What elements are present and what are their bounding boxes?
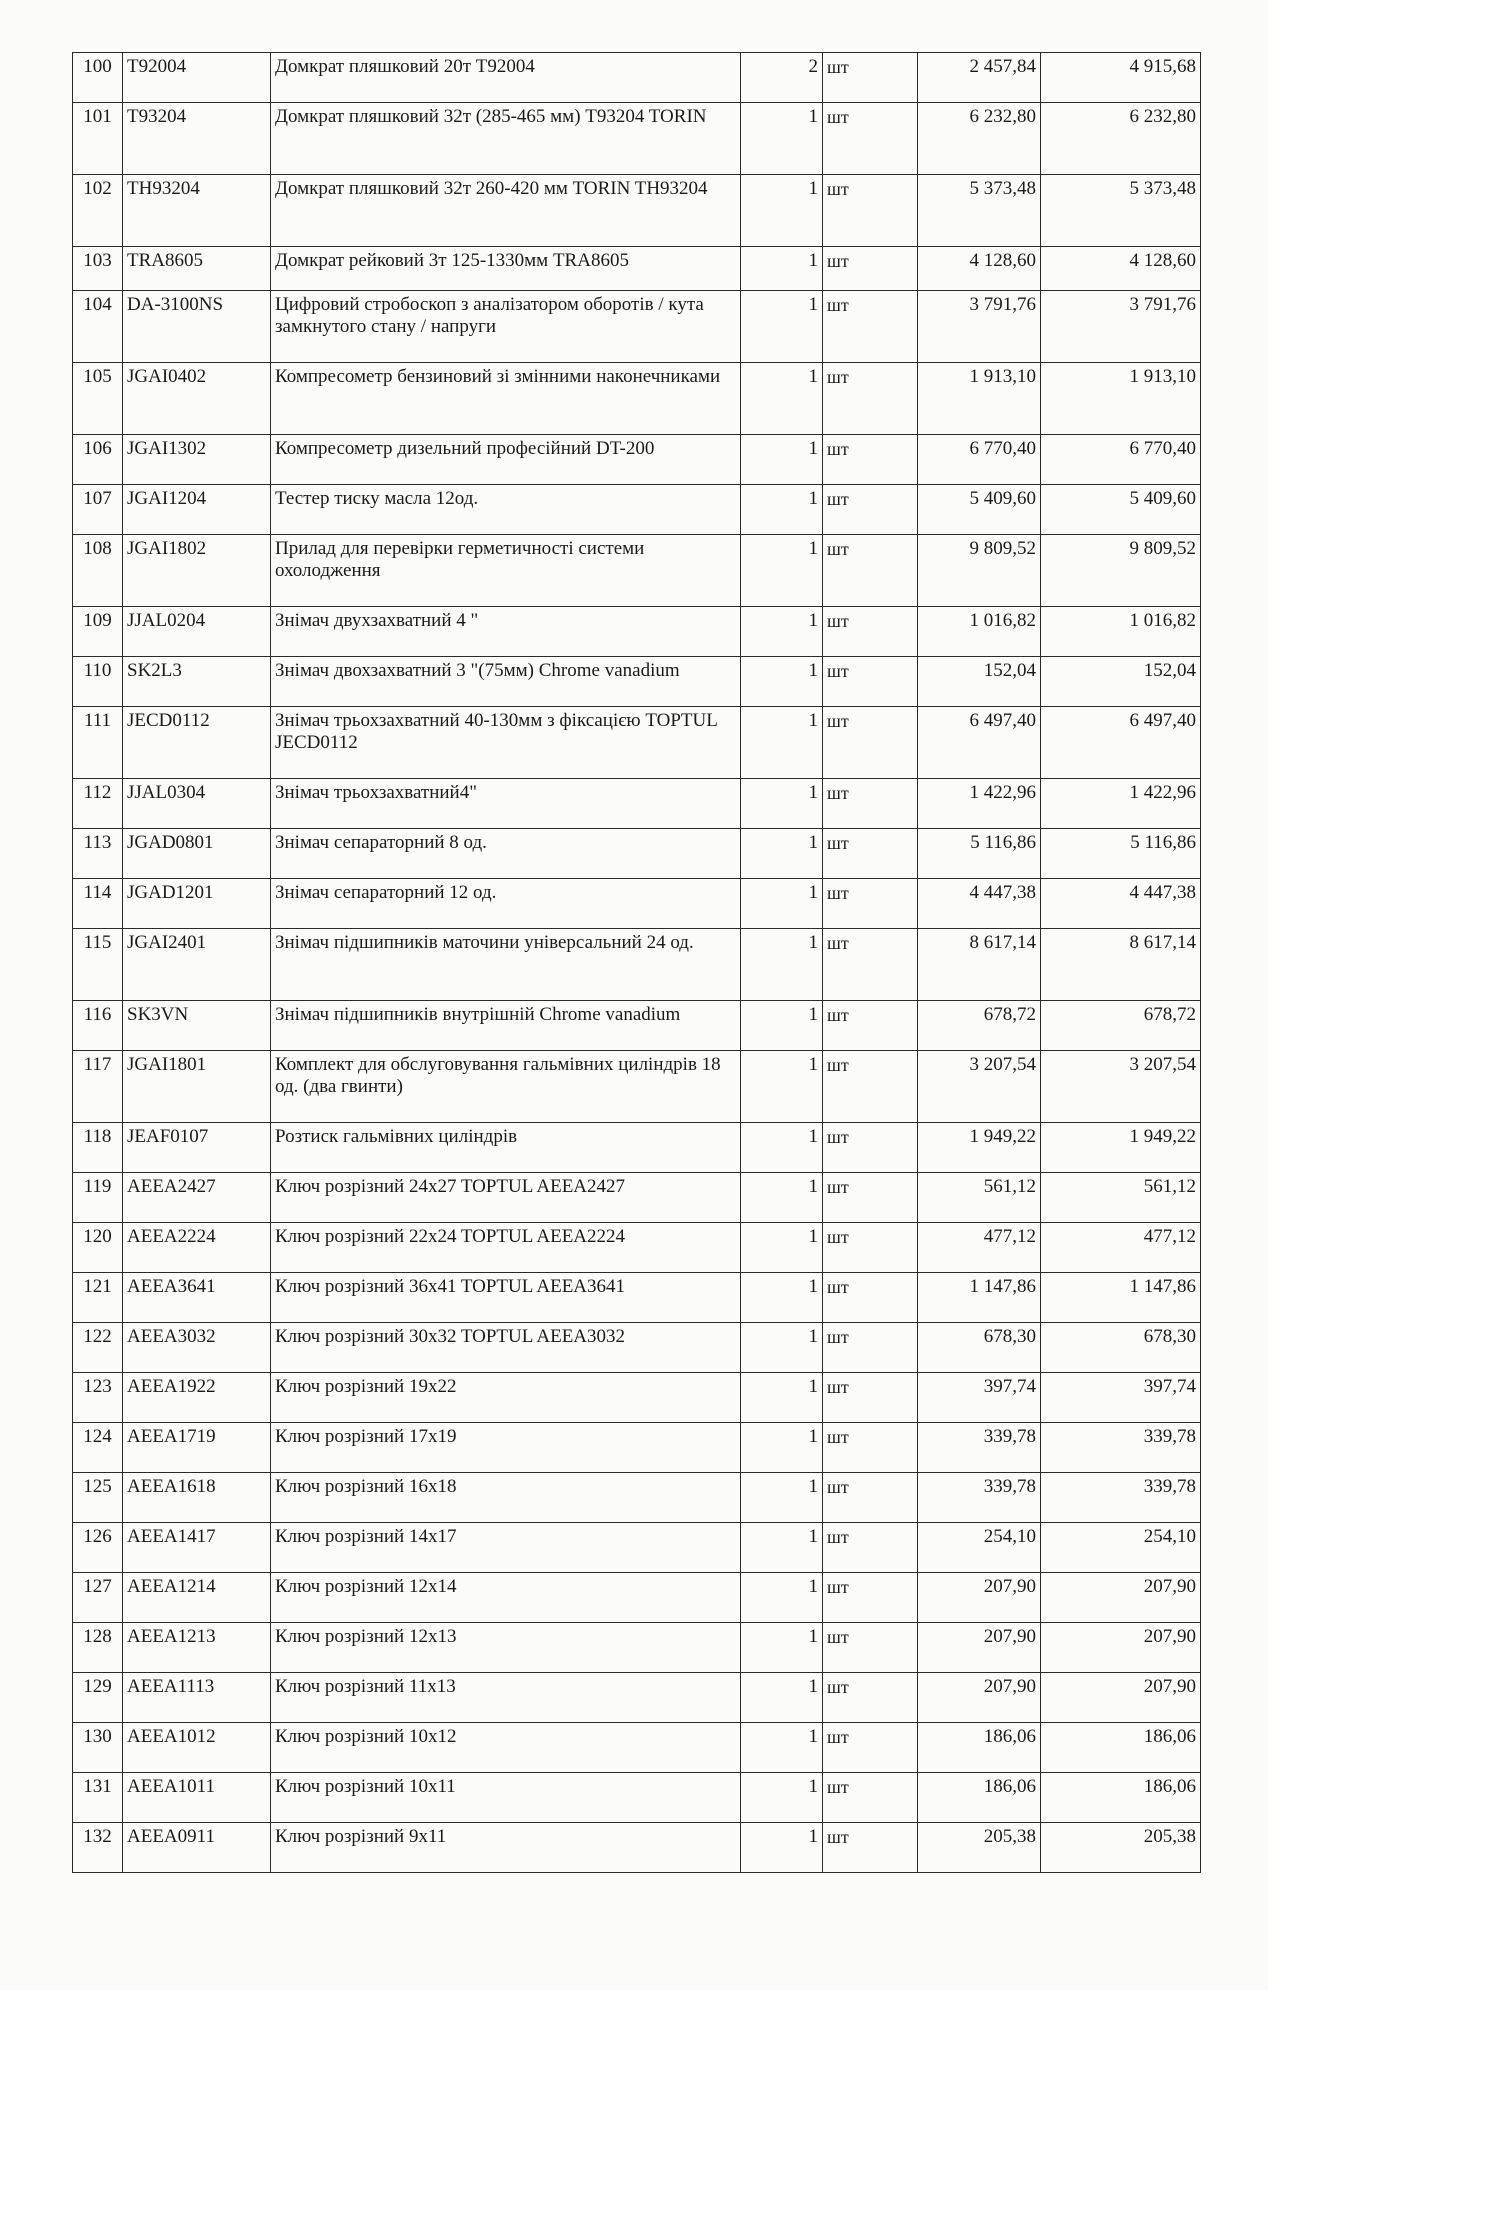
item-name: Компресометр дизельний професійний DT-200 — [271, 435, 741, 485]
item-name: Знімач підшипників маточини універсальний 24 од. — [271, 929, 741, 1001]
item-quantity: 1 — [741, 435, 823, 485]
item-price: 205,38 — [918, 1823, 1041, 1873]
item-price: 1 016,82 — [918, 607, 1041, 657]
table-row — [73, 1001, 1201, 1051]
item-sum: 6 497,40 — [1041, 707, 1201, 779]
item-number: 102 — [73, 175, 123, 247]
item-quantity: 1 — [741, 1123, 823, 1173]
item-sum: 205,38 — [1041, 1823, 1201, 1873]
item-sum: 254,10 — [1041, 1523, 1201, 1573]
item-name: Розтиск гальмівних циліндрів — [271, 1123, 741, 1173]
item-quantity: 2 — [741, 53, 823, 103]
item-number: 113 — [73, 829, 123, 879]
item-number: 123 — [73, 1373, 123, 1423]
item-quantity: 1 — [741, 929, 823, 1001]
item-code: TRA8605 — [123, 247, 271, 291]
item-unit: шт — [823, 1473, 918, 1523]
item-number: 107 — [73, 485, 123, 535]
item-sum: 4 915,68 — [1041, 53, 1201, 103]
item-quantity: 1 — [741, 657, 823, 707]
item-number: 101 — [73, 103, 123, 175]
item-number: 112 — [73, 779, 123, 829]
item-name: Прилад для перевірки герметичності системи охолодження — [271, 535, 741, 607]
item-price: 186,06 — [918, 1723, 1041, 1773]
item-name: Знімач сепараторний 12 од. — [271, 879, 741, 929]
item-price: 3 207,54 — [918, 1051, 1041, 1123]
item-sum: 1 949,22 — [1041, 1123, 1201, 1173]
item-sum: 397,74 — [1041, 1373, 1201, 1423]
item-quantity: 1 — [741, 103, 823, 175]
table-row — [73, 1773, 1201, 1823]
item-unit: шт — [823, 485, 918, 535]
table-row — [73, 1323, 1201, 1373]
item-price: 678,72 — [918, 1001, 1041, 1051]
item-number: 116 — [73, 1001, 123, 1051]
item-name: Компресометр бензиновий зі змінними наконечниками — [271, 363, 741, 435]
item-unit: шт — [823, 175, 918, 247]
table-row — [73, 929, 1201, 1001]
item-unit: шт — [823, 829, 918, 879]
item-unit: шт — [823, 1423, 918, 1473]
item-name: Ключ розрізний 36x41 TOPTUL AEEA3641 — [271, 1273, 741, 1323]
item-name: Ключ розрізний 14x17 — [271, 1523, 741, 1573]
item-sum: 8 617,14 — [1041, 929, 1201, 1001]
item-code: SK3VN — [123, 1001, 271, 1051]
item-unit: шт — [823, 1673, 918, 1723]
item-price: 678,30 — [918, 1323, 1041, 1373]
item-price: 1 147,86 — [918, 1273, 1041, 1323]
table-row — [73, 1173, 1201, 1223]
item-number: 132 — [73, 1823, 123, 1873]
item-code: JGAI1801 — [123, 1051, 271, 1123]
item-code: AEEA1719 — [123, 1423, 271, 1473]
item-number: 110 — [73, 657, 123, 707]
item-code: JGAI1802 — [123, 535, 271, 607]
table-row — [73, 607, 1201, 657]
item-quantity: 1 — [741, 1823, 823, 1873]
item-name: Ключ розрізний 30x32 TOPTUL AEEA3032 — [271, 1323, 741, 1373]
item-name: Ключ розрізний 11x13 — [271, 1673, 741, 1723]
item-sum: 186,06 — [1041, 1773, 1201, 1823]
item-price: 3 791,76 — [918, 291, 1041, 363]
item-number: 119 — [73, 1173, 123, 1223]
item-quantity: 1 — [741, 1523, 823, 1573]
item-number: 104 — [73, 291, 123, 363]
item-code: T93204 — [123, 103, 271, 175]
item-quantity: 1 — [741, 363, 823, 435]
item-price: 339,78 — [918, 1423, 1041, 1473]
item-quantity: 1 — [741, 607, 823, 657]
table-row — [73, 1273, 1201, 1323]
item-sum: 5 116,86 — [1041, 829, 1201, 879]
item-price: 5 373,48 — [918, 175, 1041, 247]
table-row — [73, 1623, 1201, 1673]
item-unit: шт — [823, 1323, 918, 1373]
item-code: T92004 — [123, 53, 271, 103]
item-quantity: 1 — [741, 247, 823, 291]
table-row — [73, 363, 1201, 435]
table-row — [73, 1473, 1201, 1523]
item-quantity: 1 — [741, 1273, 823, 1323]
item-name: Тестер тиску масла 12од. — [271, 485, 741, 535]
item-sum: 3 791,76 — [1041, 291, 1201, 363]
table-row — [73, 1051, 1201, 1123]
table-row — [73, 1373, 1201, 1423]
item-name: Знімач трьохзахватний 40-130мм з фіксацією TOPTUL JECD0112 — [271, 707, 741, 779]
item-price: 254,10 — [918, 1523, 1041, 1573]
item-quantity: 1 — [741, 1573, 823, 1623]
item-quantity: 1 — [741, 829, 823, 879]
item-name: Цифровий стробоскоп з аналізатором оборотів / кута замкнутого стану / напруги — [271, 291, 741, 363]
item-name: Знімач двухзахватний 4 " — [271, 607, 741, 657]
item-name: Ключ розрізний 24x27 TOPTUL AEEA2427 — [271, 1173, 741, 1223]
item-quantity: 1 — [741, 1173, 823, 1223]
table-row — [73, 175, 1201, 247]
table-row — [73, 1723, 1201, 1773]
item-sum: 6 770,40 — [1041, 435, 1201, 485]
item-number: 114 — [73, 879, 123, 929]
item-number: 109 — [73, 607, 123, 657]
item-sum: 6 232,80 — [1041, 103, 1201, 175]
item-name: Знімач сепараторний 8 од. — [271, 829, 741, 879]
item-sum: 5 373,48 — [1041, 175, 1201, 247]
item-number: 103 — [73, 247, 123, 291]
table-row — [73, 535, 1201, 607]
item-code: JGAD1201 — [123, 879, 271, 929]
item-quantity: 1 — [741, 175, 823, 247]
item-code: AEEA1618 — [123, 1473, 271, 1523]
item-unit: шт — [823, 363, 918, 435]
item-quantity: 1 — [741, 1051, 823, 1123]
item-code: AEEA0911 — [123, 1823, 271, 1873]
item-number: 130 — [73, 1723, 123, 1773]
item-sum: 152,04 — [1041, 657, 1201, 707]
item-number: 126 — [73, 1523, 123, 1573]
item-code: JGAD0801 — [123, 829, 271, 879]
item-price: 6 232,80 — [918, 103, 1041, 175]
item-price: 5 116,86 — [918, 829, 1041, 879]
item-unit: шт — [823, 53, 918, 103]
item-unit: шт — [823, 1773, 918, 1823]
item-name: Ключ розрізний 22x24 TOPTUL AEEA2224 — [271, 1223, 741, 1273]
item-price: 9 809,52 — [918, 535, 1041, 607]
item-unit: шт — [823, 607, 918, 657]
item-price: 6 770,40 — [918, 435, 1041, 485]
table-row — [73, 1123, 1201, 1173]
item-unit: шт — [823, 435, 918, 485]
item-name: Знімач підшипників внутрішній Chrome vanadium — [271, 1001, 741, 1051]
item-quantity: 1 — [741, 707, 823, 779]
item-price: 152,04 — [918, 657, 1041, 707]
item-number: 120 — [73, 1223, 123, 1273]
item-unit: шт — [823, 1223, 918, 1273]
item-name: Знімач трьохзахватний4" — [271, 779, 741, 829]
item-name: Ключ розрізний 12x14 — [271, 1573, 741, 1623]
item-code: JGAI1302 — [123, 435, 271, 485]
item-unit: шт — [823, 1523, 918, 1573]
item-name: Знімач двохзахватний 3 "(75мм) Chrome vanadium — [271, 657, 741, 707]
item-price: 1 949,22 — [918, 1123, 1041, 1173]
item-unit: шт — [823, 1173, 918, 1223]
table-row — [73, 103, 1201, 175]
item-code: JEAF0107 — [123, 1123, 271, 1173]
item-number: 115 — [73, 929, 123, 1001]
item-quantity: 1 — [741, 1773, 823, 1823]
item-price: 4 447,38 — [918, 879, 1041, 929]
item-sum: 207,90 — [1041, 1673, 1201, 1723]
item-quantity: 1 — [741, 485, 823, 535]
item-unit: шт — [823, 779, 918, 829]
item-sum: 678,72 — [1041, 1001, 1201, 1051]
item-number: 118 — [73, 1123, 123, 1173]
item-number: 124 — [73, 1423, 123, 1473]
table-row — [73, 779, 1201, 829]
item-number: 105 — [73, 363, 123, 435]
item-code: JGAI0402 — [123, 363, 271, 435]
item-sum: 3 207,54 — [1041, 1051, 1201, 1123]
item-number: 125 — [73, 1473, 123, 1523]
item-price: 6 497,40 — [918, 707, 1041, 779]
item-code: JJAL0204 — [123, 607, 271, 657]
item-code: AEEA3641 — [123, 1273, 271, 1323]
item-sum: 4 447,38 — [1041, 879, 1201, 929]
item-name: Комплект для обслуговування гальмівних циліндрів 18 од. (два гвинти) — [271, 1051, 741, 1123]
item-name: Ключ розрізний 12x13 — [271, 1623, 741, 1673]
item-code: AEEA1012 — [123, 1723, 271, 1773]
item-number: 127 — [73, 1573, 123, 1623]
item-price: 397,74 — [918, 1373, 1041, 1423]
table-row — [73, 1223, 1201, 1273]
item-name: Ключ розрізний 17x19 — [271, 1423, 741, 1473]
item-number: 106 — [73, 435, 123, 485]
table-row — [73, 829, 1201, 879]
item-code: AEEA2427 — [123, 1173, 271, 1223]
item-sum: 1 016,82 — [1041, 607, 1201, 657]
item-code: AEEA1213 — [123, 1623, 271, 1673]
item-quantity: 1 — [741, 1723, 823, 1773]
table-row — [73, 1423, 1201, 1473]
item-code: DA-3100NS — [123, 291, 271, 363]
item-sum: 678,30 — [1041, 1323, 1201, 1373]
table-row — [73, 1673, 1201, 1723]
item-unit: шт — [823, 1373, 918, 1423]
item-name: Ключ розрізний 10x11 — [271, 1773, 741, 1823]
item-code: JGAI2401 — [123, 929, 271, 1001]
table-row — [73, 657, 1201, 707]
item-price: 207,90 — [918, 1673, 1041, 1723]
table-row — [73, 53, 1201, 103]
table-row — [73, 247, 1201, 291]
item-quantity: 1 — [741, 1001, 823, 1051]
inventory-table-body — [73, 53, 1201, 1873]
item-unit: шт — [823, 291, 918, 363]
item-unit: шт — [823, 1573, 918, 1623]
item-sum: 4 128,60 — [1041, 247, 1201, 291]
item-name: Ключ розрізний 10x12 — [271, 1723, 741, 1773]
item-sum: 9 809,52 — [1041, 535, 1201, 607]
table-row — [73, 1823, 1201, 1873]
item-name: Домкрат пляшковий 20т T92004 — [271, 53, 741, 103]
table-row — [73, 1573, 1201, 1623]
item-sum: 339,78 — [1041, 1473, 1201, 1523]
item-price: 207,90 — [918, 1573, 1041, 1623]
item-price: 186,06 — [918, 1773, 1041, 1823]
item-sum: 1 147,86 — [1041, 1273, 1201, 1323]
item-name: Ключ розрізний 16x18 — [271, 1473, 741, 1523]
item-unit: шт — [823, 1123, 918, 1173]
item-price: 477,12 — [918, 1223, 1041, 1273]
item-code: AEEA1417 — [123, 1523, 271, 1573]
item-number: 131 — [73, 1773, 123, 1823]
item-code: TH93204 — [123, 175, 271, 247]
item-name: Ключ розрізний 19x22 — [271, 1373, 741, 1423]
item-price: 561,12 — [918, 1173, 1041, 1223]
item-price: 2 457,84 — [918, 53, 1041, 103]
item-sum: 477,12 — [1041, 1223, 1201, 1273]
item-name: Ключ розрізний 9x11 — [271, 1823, 741, 1873]
item-quantity: 1 — [741, 535, 823, 607]
item-quantity: 1 — [741, 1673, 823, 1723]
table-row — [73, 485, 1201, 535]
item-sum: 207,90 — [1041, 1623, 1201, 1673]
item-code: AEEA1922 — [123, 1373, 271, 1423]
item-unit: шт — [823, 103, 918, 175]
item-name: Домкрат пляшковий 32т (285-465 мм) T93204 TORIN — [271, 103, 741, 175]
item-price: 5 409,60 — [918, 485, 1041, 535]
item-quantity: 1 — [741, 1373, 823, 1423]
item-code: AEEA2224 — [123, 1223, 271, 1273]
item-quantity: 1 — [741, 1623, 823, 1673]
item-quantity: 1 — [741, 1423, 823, 1473]
item-price: 207,90 — [918, 1623, 1041, 1673]
item-quantity: 1 — [741, 1223, 823, 1273]
item-number: 128 — [73, 1623, 123, 1673]
item-code: AEEA1113 — [123, 1673, 271, 1723]
item-quantity: 1 — [741, 779, 823, 829]
item-unit: шт — [823, 247, 918, 291]
item-name: Домкрат пляшковий 32т 260-420 мм TORIN TH93204 — [271, 175, 741, 247]
item-code: JJAL0304 — [123, 779, 271, 829]
item-unit: шт — [823, 1001, 918, 1051]
item-sum: 1 422,96 — [1041, 779, 1201, 829]
item-quantity: 1 — [741, 291, 823, 363]
inventory-table — [72, 52, 1201, 1873]
item-code: AEEA3032 — [123, 1323, 271, 1373]
item-quantity: 1 — [741, 1323, 823, 1373]
item-unit: шт — [823, 1623, 918, 1673]
item-name: Домкрат рейковий 3т 125-1330мм TRA8605 — [271, 247, 741, 291]
item-code: AEEA1011 — [123, 1773, 271, 1823]
table-row — [73, 879, 1201, 929]
item-number: 117 — [73, 1051, 123, 1123]
table-row — [73, 707, 1201, 779]
item-unit: шт — [823, 535, 918, 607]
item-code: AEEA1214 — [123, 1573, 271, 1623]
item-price: 339,78 — [918, 1473, 1041, 1523]
item-price: 8 617,14 — [918, 929, 1041, 1001]
item-number: 111 — [73, 707, 123, 779]
table-row — [73, 1523, 1201, 1573]
item-sum: 339,78 — [1041, 1423, 1201, 1473]
item-sum: 207,90 — [1041, 1573, 1201, 1623]
item-unit: шт — [823, 1723, 918, 1773]
item-code: JECD0112 — [123, 707, 271, 779]
item-number: 121 — [73, 1273, 123, 1323]
item-sum: 1 913,10 — [1041, 363, 1201, 435]
item-number: 129 — [73, 1673, 123, 1723]
item-sum: 561,12 — [1041, 1173, 1201, 1223]
item-sum: 186,06 — [1041, 1723, 1201, 1773]
item-price: 4 128,60 — [918, 247, 1041, 291]
item-unit: шт — [823, 1051, 918, 1123]
item-unit: шт — [823, 657, 918, 707]
item-number: 122 — [73, 1323, 123, 1373]
item-unit: шт — [823, 1823, 918, 1873]
item-sum: 5 409,60 — [1041, 485, 1201, 535]
item-quantity: 1 — [741, 879, 823, 929]
item-code: JGAI1204 — [123, 485, 271, 535]
item-unit: шт — [823, 707, 918, 779]
item-quantity: 1 — [741, 1473, 823, 1523]
item-unit: шт — [823, 929, 918, 1001]
item-code: SK2L3 — [123, 657, 271, 707]
item-number: 108 — [73, 535, 123, 607]
item-unit: шт — [823, 1273, 918, 1323]
item-price: 1 422,96 — [918, 779, 1041, 829]
item-price: 1 913,10 — [918, 363, 1041, 435]
table-row — [73, 435, 1201, 485]
table-row — [73, 291, 1201, 363]
item-unit: шт — [823, 879, 918, 929]
item-number: 100 — [73, 53, 123, 103]
